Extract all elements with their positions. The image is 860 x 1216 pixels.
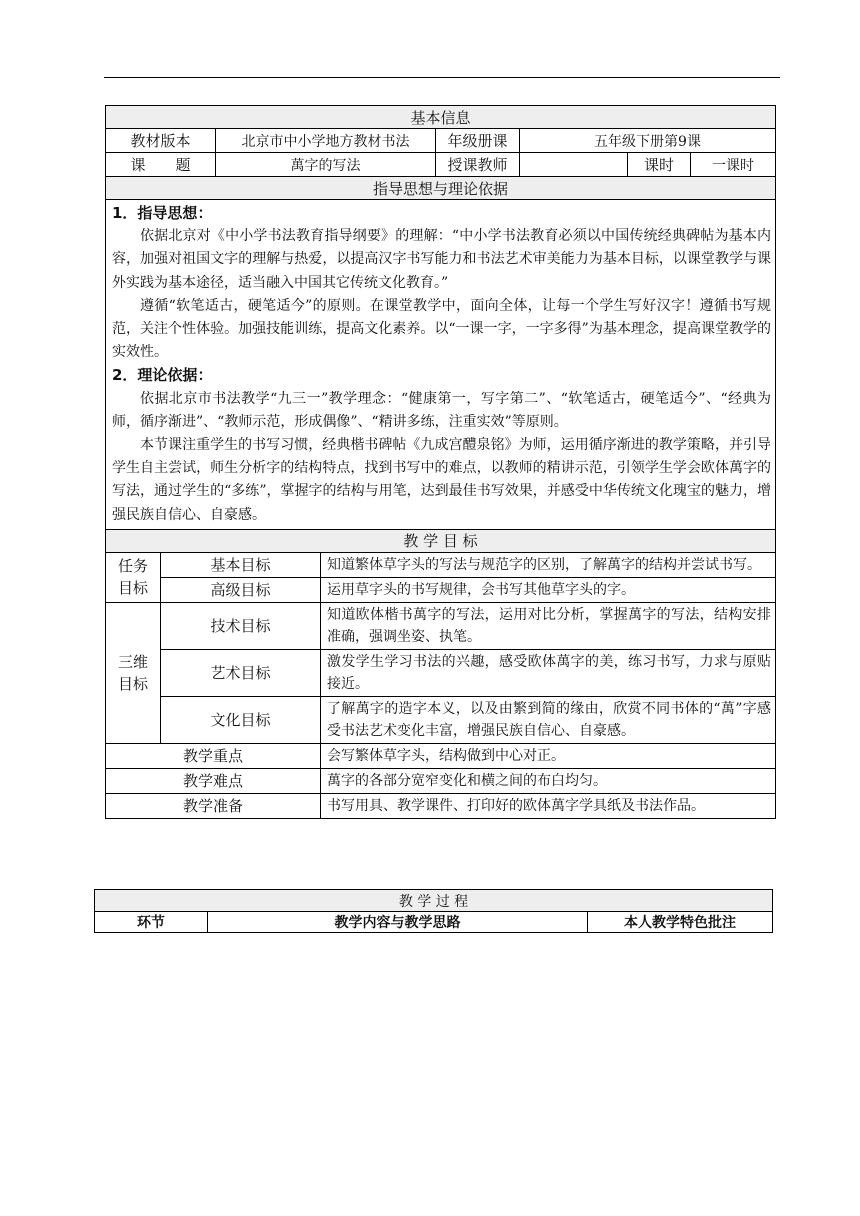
tech-goal-label: 技术目标: [161, 602, 321, 649]
topic-label: 课 题: [106, 153, 216, 177]
theory-paragraph: 依据北京市书法教学“九三一”教学理念：“健康第一，写字第二”、“软笔适古，硬笔适今”、“经典为师，循序渐进”、“教师示范，形成偶像”、“精讲多练，注重实效”等原则。: [112, 390, 772, 430]
grade-value: 五年级下册第9课: [520, 129, 776, 153]
process-col-notes: 本人教学特色批注: [588, 912, 773, 933]
tech-goal-text: 知道欧体楷书萬字的写法，运用对比分析，掌握萬字的写法，结构安排准确，强调坐姿、执笔。: [321, 602, 776, 649]
hours-value: 一课时: [691, 153, 776, 177]
culture-goal-text: 了解萬字的造字本义，以及由繁到简的缘由，欣赏不同书体的“萬”字感受书法艺术变化丰富，增强民族自信心、自豪感。: [321, 696, 776, 743]
three-dimension-group-label: 三维目标: [106, 602, 161, 743]
textbook-value: 北京市中小学地方教材书法: [216, 129, 436, 153]
basic-goal-text: 知道繁体草字头的写法与规范字的区别，了解萬字的结构并尝试书写。: [321, 552, 776, 577]
guide-body: [106, 200, 776, 530]
preparation-text: 书写用具、教学课件、打印好的欧体萬字学具纸及书法作品。: [321, 793, 776, 818]
key-point-label: 教学重点: [106, 743, 321, 768]
guide-paragraph: 遵循“软笔适古，硬笔适今”的原则。在课堂教学中，面向全体，让每一个学生写好汉字！遵循书写规范，关注个性体验。加强技能训练，提高文化素养。以“一课一字，一字多得”为基本理念，提高课堂教学的实效性。: [112, 297, 772, 361]
process-col-stage: 环节: [95, 912, 208, 933]
grade-label: 年级册课: [436, 129, 520, 153]
hours-label: 课时: [628, 153, 691, 177]
difficulty-label: 教学难点: [106, 768, 321, 793]
process-col-content: 教学内容与教学思路: [208, 912, 588, 933]
task-goals-group-label: 任务目标: [106, 552, 161, 602]
art-goal-text: 激发学生学习书法的兴趣，感受欧体萬字的美，练习书写，力求与原贴接近。: [321, 649, 776, 696]
key-point-text: 会写繁体草字头，结构做到中心对正。: [321, 743, 776, 768]
basic-info-table: [105, 105, 776, 819]
art-goal-label: 艺术目标: [161, 649, 321, 696]
guide-paragraph: 依据北京对《中小学书法教育指导纲要》的理解：“中小学书法教育必须以中国传统经典碑帖为基本内容，加强对祖国文字的理解与热爱，以提高汉字书写能力和书法艺术审美能力为基本目标，以课堂教学与课外实践为基本途径，适当融入中国其它传统文化教育。”: [112, 228, 772, 291]
process-table: [94, 889, 773, 933]
topic-value: 萬字的写法: [216, 153, 436, 177]
theory-section-title: 2．理论依据：: [112, 366, 213, 385]
theory-paragraph: 本节课注重学生的书写习惯，经典楷书碑帖《九成宫醴泉铭》为师，运用循序渐进的教学策略，并引导学生自主尝试，师生分析字的结构特点，找到书写中的难点，以教师的精讲示范，引领学生学会欧体萬字的写法，通过学生的“多练”，掌握字的结构与用笔，达到最佳书写效果，并感受中华传统文化瑰宝的魅力，增强民族自信心、自豪感。: [112, 437, 772, 523]
teacher-label: 授课教师: [436, 153, 520, 177]
teacher-value: [520, 153, 628, 177]
textbook-label: 教材版本: [106, 129, 216, 153]
goals-header: 教 学 目 标: [106, 529, 776, 552]
culture-goal-label: 文化目标: [161, 696, 321, 743]
process-header: 教 学 过 程: [95, 890, 773, 912]
advanced-goal-text: 运用草字头的书写规律，会书写其他草字头的字。: [321, 577, 776, 602]
advanced-goal-label: 高级目标: [161, 577, 321, 602]
difficulty-text: 萬字的各部分宽窄变化和横之间的布白均匀。: [321, 768, 776, 793]
guide-section-title: 1．指导思想：: [112, 204, 213, 222]
preparation-label: 教学准备: [106, 793, 321, 818]
guide-header: 指导思想与理论依据: [106, 177, 776, 200]
basic-goal-label: 基本目标: [161, 552, 321, 577]
header-rule: [104, 77, 780, 78]
basic-info-header: 基本信息: [106, 106, 776, 129]
